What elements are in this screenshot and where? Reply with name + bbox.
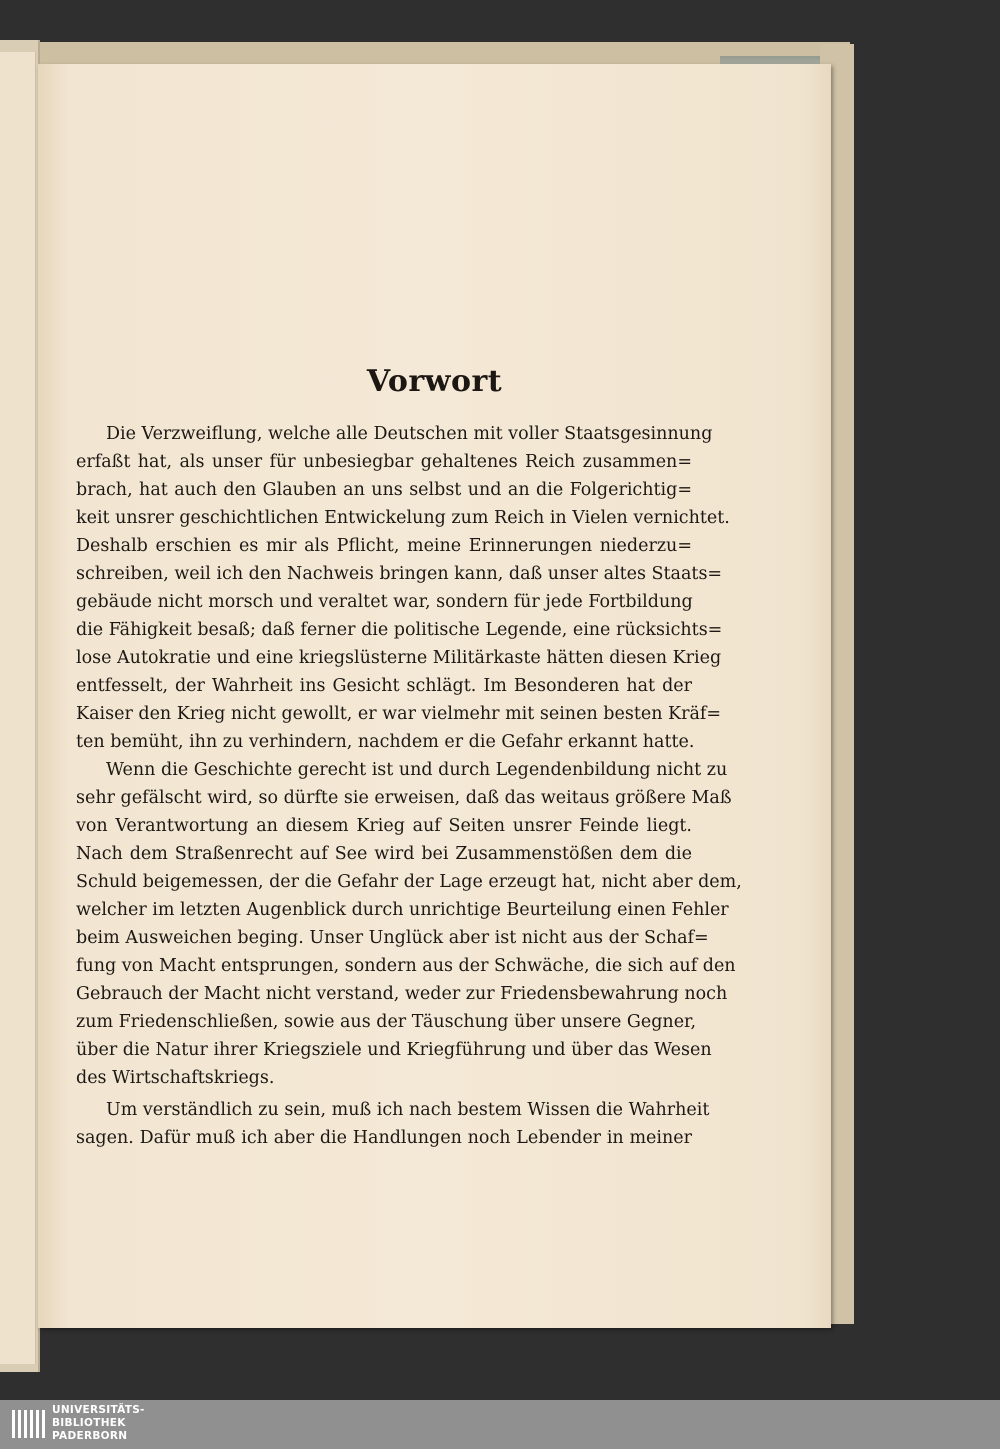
library-name-line: PADERBORN bbox=[52, 1430, 128, 1442]
text-line: Gebrauch der Macht nicht verstand, weder zur Friedensbewahrung noch bbox=[76, 984, 728, 1004]
text-line: die Fähigkeit besaß; daß ferner die politische Legende, eine rücksichts= bbox=[76, 620, 723, 640]
library-name-line: BIBLIOTHEK bbox=[52, 1417, 126, 1429]
left-page bbox=[0, 52, 36, 1364]
library-footer-bar bbox=[0, 1400, 1000, 1449]
text-line: brach, hat auch den Glauben an uns selbst und an die Folgerichtig= bbox=[76, 480, 692, 500]
text-line: erfaßt hat, als unser für unbesiegbar gehaltenes Reich zusammen= bbox=[76, 452, 692, 472]
library-name bbox=[52, 1404, 145, 1443]
text-line: Kaiser den Krieg nicht gewollt, er war vielmehr mit seinen besten Kräf= bbox=[76, 704, 722, 724]
text-line: Nach dem Straßenrecht auf See wird bei Zusammenstößen dem die bbox=[76, 844, 692, 864]
text-line: beim Ausweichen beging. Unser Unglück aber ist nicht aus der Schaf= bbox=[76, 928, 709, 948]
page-title: Vorwort bbox=[366, 364, 503, 399]
text-line: sehr gefälscht wird, so dürfte sie erweisen, daß das weitaus größere Maß bbox=[76, 788, 732, 808]
library-logo-icon bbox=[10, 1406, 46, 1442]
text-line: von Verantwortung an diesem Krieg auf Seiten unsrer Feinde liegt. bbox=[76, 816, 692, 836]
text-line: Wenn die Geschichte gerecht ist und durch Legendenbildung nicht zu bbox=[106, 760, 728, 780]
text-line: zum Friedenschließen, sowie aus der Täuschung über unsere Gegner, bbox=[76, 1012, 697, 1032]
text-line: entfesselt, der Wahrheit ins Gesicht schlägt. Im Besonderen hat der bbox=[76, 676, 692, 696]
text-line: sagen. Dafür muß ich aber die Handlungen noch Lebender in meiner bbox=[76, 1128, 692, 1148]
text-line: Deshalb erschien es mir als Pflicht, meine Erinnerungen niederzu= bbox=[76, 536, 692, 556]
text-line: welcher im letzten Augenblick durch unrichtige Beurteilung einen Fehler bbox=[76, 900, 729, 920]
text-line: gebäude nicht morsch und veraltet war, sondern für jede Fortbildung bbox=[76, 592, 693, 612]
text-line: ten bemüht, ihn zu verhindern, nachdem er die Gefahr erkannt hatte. bbox=[76, 732, 695, 752]
text-line: Schuld beigemessen, der die Gefahr der Lage erzeugt hat, nicht aber dem, bbox=[76, 872, 742, 892]
library-name-line: UNIVERSITÄTS- bbox=[52, 1404, 145, 1416]
text-line: keit unsrer geschichtlichen Entwickelung zum Reich in Vielen vernichtet. bbox=[76, 508, 730, 528]
text-line: Um verständlich zu sein, muß ich nach bestem Wissen die Wahrheit bbox=[106, 1100, 710, 1120]
text-line: des Wirtschaftskriegs. bbox=[76, 1068, 275, 1088]
text-line: über die Natur ihrer Kriegsziele und Kriegführung und über das Wesen bbox=[76, 1040, 712, 1060]
book-page bbox=[38, 64, 831, 1328]
text-line: schreiben, weil ich den Nachweis bringen kann, daß unser altes Staats= bbox=[76, 564, 723, 584]
text-line: fung von Macht entsprungen, sondern aus der Schwäche, die sich auf den bbox=[76, 956, 736, 976]
text-line: Die Verzweiflung, welche alle Deutschen mit voller Staatsgesinnung bbox=[106, 424, 713, 444]
text-line: lose Autokratie und eine kriegslüsterne Militärkaste hätten diesen Krieg bbox=[76, 648, 722, 668]
